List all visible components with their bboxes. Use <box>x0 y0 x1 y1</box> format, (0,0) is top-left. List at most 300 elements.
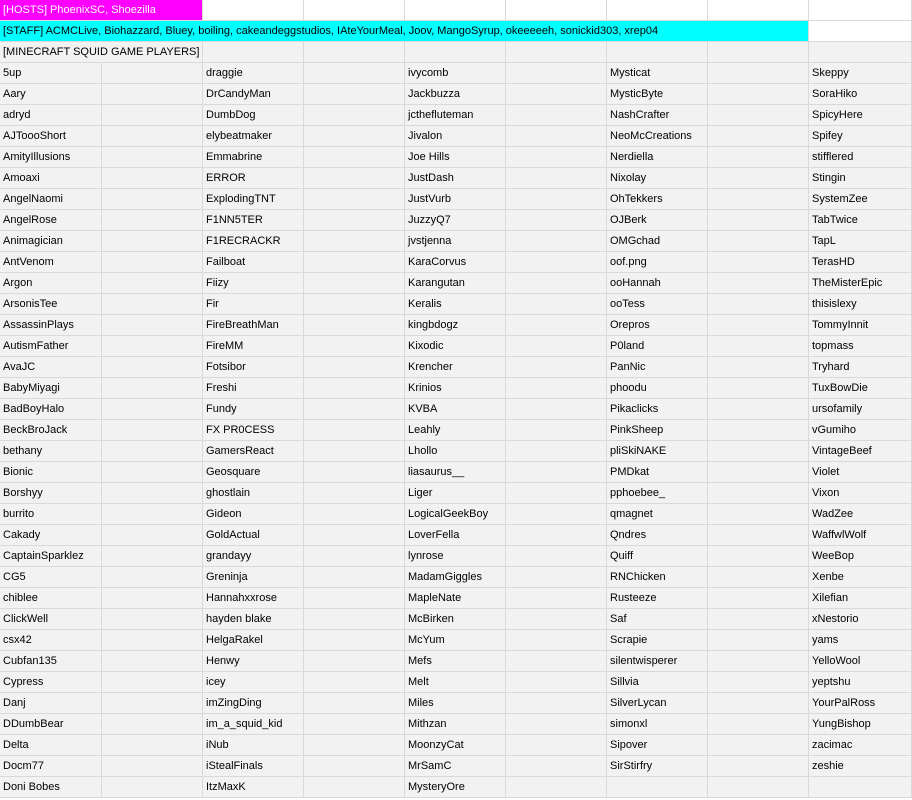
empty-cell[interactable] <box>304 399 405 420</box>
empty-cell[interactable] <box>506 63 607 84</box>
player-cell[interactable] <box>405 756 506 777</box>
hosts-cell[interactable] <box>0 0 203 21</box>
player-cell[interactable] <box>0 693 102 714</box>
staff-cell[interactable] <box>0 21 809 42</box>
empty-cell[interactable] <box>304 777 405 798</box>
player-cell[interactable] <box>203 672 304 693</box>
player-cell[interactable] <box>607 693 708 714</box>
empty-cell[interactable] <box>708 84 809 105</box>
player-cell[interactable] <box>809 210 912 231</box>
empty-cell[interactable] <box>304 567 405 588</box>
player-cell[interactable] <box>607 378 708 399</box>
player-cell[interactable] <box>809 567 912 588</box>
empty-cell[interactable] <box>102 210 203 231</box>
empty-cell[interactable] <box>708 651 809 672</box>
empty-cell[interactable] <box>102 462 203 483</box>
empty-cell[interactable] <box>102 399 203 420</box>
empty-cell[interactable] <box>506 189 607 210</box>
player-cell[interactable] <box>607 588 708 609</box>
empty-cell[interactable] <box>102 420 203 441</box>
player-cell[interactable] <box>0 294 102 315</box>
player-cell[interactable] <box>0 462 102 483</box>
empty-cell[interactable] <box>304 714 405 735</box>
empty-cell[interactable] <box>708 567 809 588</box>
player-cell[interactable] <box>405 399 506 420</box>
player-cell[interactable] <box>203 651 304 672</box>
player-cell[interactable] <box>607 777 708 798</box>
player-cell[interactable] <box>0 630 102 651</box>
player-cell[interactable] <box>607 84 708 105</box>
player-cell[interactable] <box>203 210 304 231</box>
player-cell[interactable] <box>809 714 912 735</box>
player-cell[interactable] <box>607 210 708 231</box>
player-cell[interactable] <box>203 588 304 609</box>
player-cell[interactable] <box>607 651 708 672</box>
player-cell[interactable] <box>405 273 506 294</box>
empty-cell[interactable] <box>708 609 809 630</box>
empty-cell[interactable] <box>506 693 607 714</box>
empty-cell[interactable] <box>506 588 607 609</box>
player-cell[interactable] <box>809 357 912 378</box>
empty-cell[interactable] <box>506 735 607 756</box>
player-cell[interactable] <box>405 105 506 126</box>
player-cell[interactable] <box>0 84 102 105</box>
player-cell[interactable] <box>809 147 912 168</box>
player-cell[interactable] <box>0 63 102 84</box>
empty-cell[interactable] <box>708 462 809 483</box>
empty-cell[interactable] <box>506 42 607 63</box>
empty-cell[interactable] <box>708 420 809 441</box>
empty-cell[interactable] <box>102 756 203 777</box>
empty-cell[interactable] <box>506 630 607 651</box>
player-cell[interactable] <box>0 147 102 168</box>
empty-cell[interactable] <box>708 189 809 210</box>
empty-cell[interactable] <box>304 168 405 189</box>
player-cell[interactable] <box>203 273 304 294</box>
player-cell[interactable] <box>809 168 912 189</box>
empty-cell[interactable] <box>708 756 809 777</box>
empty-cell[interactable] <box>203 0 304 21</box>
player-cell[interactable] <box>405 504 506 525</box>
player-cell[interactable] <box>809 546 912 567</box>
empty-cell[interactable] <box>708 378 809 399</box>
empty-cell[interactable] <box>708 105 809 126</box>
player-cell[interactable] <box>203 441 304 462</box>
player-cell[interactable] <box>0 777 102 798</box>
player-cell[interactable] <box>0 735 102 756</box>
empty-cell[interactable] <box>708 357 809 378</box>
player-cell[interactable] <box>809 273 912 294</box>
empty-cell[interactable] <box>304 63 405 84</box>
empty-cell[interactable] <box>809 42 912 63</box>
player-cell[interactable] <box>203 357 304 378</box>
player-cell[interactable] <box>203 714 304 735</box>
player-cell[interactable] <box>809 189 912 210</box>
player-cell[interactable] <box>0 210 102 231</box>
empty-cell[interactable] <box>102 672 203 693</box>
empty-cell[interactable] <box>102 588 203 609</box>
player-cell[interactable] <box>405 231 506 252</box>
empty-cell[interactable] <box>708 714 809 735</box>
empty-cell[interactable] <box>506 252 607 273</box>
player-cell[interactable] <box>607 420 708 441</box>
player-cell[interactable] <box>203 126 304 147</box>
player-cell[interactable] <box>203 504 304 525</box>
empty-cell[interactable] <box>304 588 405 609</box>
player-cell[interactable] <box>203 777 304 798</box>
player-cell[interactable] <box>809 378 912 399</box>
player-cell[interactable] <box>607 672 708 693</box>
empty-cell[interactable] <box>708 525 809 546</box>
player-cell[interactable] <box>203 483 304 504</box>
player-cell[interactable] <box>607 504 708 525</box>
empty-cell[interactable] <box>506 336 607 357</box>
player-cell[interactable] <box>203 420 304 441</box>
empty-cell[interactable] <box>102 294 203 315</box>
player-cell[interactable] <box>0 714 102 735</box>
player-cell[interactable] <box>0 420 102 441</box>
player-cell[interactable] <box>607 441 708 462</box>
empty-cell[interactable] <box>708 231 809 252</box>
empty-cell[interactable] <box>405 0 506 21</box>
player-cell[interactable] <box>607 168 708 189</box>
empty-cell[interactable] <box>506 756 607 777</box>
player-cell[interactable] <box>607 147 708 168</box>
player-cell[interactable] <box>405 777 506 798</box>
empty-cell[interactable] <box>102 252 203 273</box>
empty-cell[interactable] <box>506 231 607 252</box>
player-cell[interactable] <box>0 357 102 378</box>
empty-cell[interactable] <box>708 42 809 63</box>
empty-cell[interactable] <box>304 273 405 294</box>
player-cell[interactable] <box>203 63 304 84</box>
empty-cell[interactable] <box>304 294 405 315</box>
empty-cell[interactable] <box>304 483 405 504</box>
player-cell[interactable] <box>607 714 708 735</box>
empty-cell[interactable] <box>102 357 203 378</box>
player-cell[interactable] <box>203 231 304 252</box>
player-cell[interactable] <box>809 672 912 693</box>
empty-cell[interactable] <box>708 441 809 462</box>
player-cell[interactable] <box>203 567 304 588</box>
player-cell[interactable] <box>0 525 102 546</box>
empty-cell[interactable] <box>506 399 607 420</box>
empty-cell[interactable] <box>708 777 809 798</box>
empty-cell[interactable] <box>304 651 405 672</box>
empty-cell[interactable] <box>203 42 304 63</box>
player-cell[interactable] <box>809 483 912 504</box>
player-cell[interactable] <box>405 210 506 231</box>
player-cell[interactable] <box>405 630 506 651</box>
player-cell[interactable] <box>0 504 102 525</box>
player-cell[interactable] <box>405 357 506 378</box>
player-cell[interactable] <box>405 147 506 168</box>
empty-cell[interactable] <box>708 210 809 231</box>
player-cell[interactable] <box>809 462 912 483</box>
empty-cell[interactable] <box>304 357 405 378</box>
player-cell[interactable] <box>0 168 102 189</box>
player-cell[interactable] <box>607 252 708 273</box>
player-cell[interactable] <box>405 735 506 756</box>
player-cell[interactable] <box>405 63 506 84</box>
empty-cell[interactable] <box>102 84 203 105</box>
empty-cell[interactable] <box>506 672 607 693</box>
empty-cell[interactable] <box>708 483 809 504</box>
player-cell[interactable] <box>607 735 708 756</box>
player-cell[interactable] <box>203 378 304 399</box>
player-cell[interactable] <box>809 252 912 273</box>
empty-cell[interactable] <box>708 147 809 168</box>
empty-cell[interactable] <box>304 210 405 231</box>
player-cell[interactable] <box>405 672 506 693</box>
player-cell[interactable] <box>0 441 102 462</box>
empty-cell[interactable] <box>708 735 809 756</box>
player-cell[interactable] <box>0 231 102 252</box>
empty-cell[interactable] <box>102 651 203 672</box>
player-cell[interactable] <box>203 630 304 651</box>
player-cell[interactable] <box>607 567 708 588</box>
player-cell[interactable] <box>0 609 102 630</box>
empty-cell[interactable] <box>708 399 809 420</box>
empty-cell[interactable] <box>102 546 203 567</box>
empty-cell[interactable] <box>506 315 607 336</box>
player-cell[interactable] <box>809 126 912 147</box>
empty-cell[interactable] <box>809 21 912 42</box>
empty-cell[interactable] <box>708 168 809 189</box>
empty-cell[interactable] <box>506 147 607 168</box>
empty-cell[interactable] <box>304 462 405 483</box>
player-cell[interactable] <box>203 315 304 336</box>
empty-cell[interactable] <box>506 378 607 399</box>
empty-cell[interactable] <box>405 42 506 63</box>
player-cell[interactable] <box>405 252 506 273</box>
player-cell[interactable] <box>809 651 912 672</box>
player-cell[interactable] <box>607 105 708 126</box>
player-cell[interactable] <box>405 609 506 630</box>
player-cell[interactable] <box>203 399 304 420</box>
player-cell[interactable] <box>405 378 506 399</box>
empty-cell[interactable] <box>708 588 809 609</box>
empty-cell[interactable] <box>102 336 203 357</box>
empty-cell[interactable] <box>304 126 405 147</box>
empty-cell[interactable] <box>506 126 607 147</box>
player-cell[interactable] <box>809 777 912 798</box>
empty-cell[interactable] <box>506 777 607 798</box>
empty-cell[interactable] <box>304 525 405 546</box>
player-cell[interactable] <box>809 336 912 357</box>
empty-cell[interactable] <box>102 504 203 525</box>
empty-cell[interactable] <box>304 441 405 462</box>
player-cell[interactable] <box>607 189 708 210</box>
empty-cell[interactable] <box>506 714 607 735</box>
player-cell[interactable] <box>809 756 912 777</box>
empty-cell[interactable] <box>304 231 405 252</box>
player-cell[interactable] <box>203 105 304 126</box>
empty-cell[interactable] <box>304 420 405 441</box>
empty-cell[interactable] <box>708 672 809 693</box>
empty-cell[interactable] <box>304 84 405 105</box>
player-cell[interactable] <box>809 231 912 252</box>
player-cell[interactable] <box>607 231 708 252</box>
empty-cell[interactable] <box>304 609 405 630</box>
player-cell[interactable] <box>607 63 708 84</box>
empty-cell[interactable] <box>304 42 405 63</box>
player-cell[interactable] <box>809 630 912 651</box>
empty-cell[interactable] <box>506 168 607 189</box>
empty-cell[interactable] <box>102 147 203 168</box>
empty-cell[interactable] <box>102 483 203 504</box>
empty-cell[interactable] <box>304 189 405 210</box>
player-cell[interactable] <box>203 189 304 210</box>
empty-cell[interactable] <box>304 378 405 399</box>
player-cell[interactable] <box>809 609 912 630</box>
player-cell[interactable] <box>405 189 506 210</box>
player-cell[interactable] <box>405 315 506 336</box>
player-cell[interactable] <box>405 84 506 105</box>
player-cell[interactable] <box>809 735 912 756</box>
empty-cell[interactable] <box>809 0 912 21</box>
empty-cell[interactable] <box>102 630 203 651</box>
player-cell[interactable] <box>0 672 102 693</box>
player-cell[interactable] <box>405 567 506 588</box>
player-cell[interactable] <box>405 588 506 609</box>
empty-cell[interactable] <box>304 0 405 21</box>
player-cell[interactable] <box>203 756 304 777</box>
empty-cell[interactable] <box>506 567 607 588</box>
empty-cell[interactable] <box>102 168 203 189</box>
player-cell[interactable] <box>0 378 102 399</box>
empty-cell[interactable] <box>506 462 607 483</box>
player-cell[interactable] <box>607 483 708 504</box>
empty-cell[interactable] <box>304 336 405 357</box>
player-cell[interactable] <box>203 336 304 357</box>
player-cell[interactable] <box>203 147 304 168</box>
player-cell[interactable] <box>607 546 708 567</box>
player-cell[interactable] <box>405 126 506 147</box>
empty-cell[interactable] <box>708 273 809 294</box>
player-cell[interactable] <box>405 714 506 735</box>
player-cell[interactable] <box>809 525 912 546</box>
player-cell[interactable] <box>0 105 102 126</box>
empty-cell[interactable] <box>506 273 607 294</box>
empty-cell[interactable] <box>304 630 405 651</box>
player-cell[interactable] <box>809 294 912 315</box>
player-cell[interactable] <box>809 420 912 441</box>
empty-cell[interactable] <box>304 504 405 525</box>
player-cell[interactable] <box>405 651 506 672</box>
empty-cell[interactable] <box>708 504 809 525</box>
player-cell[interactable] <box>405 483 506 504</box>
empty-cell[interactable] <box>304 147 405 168</box>
empty-cell[interactable] <box>506 294 607 315</box>
player-cell[interactable] <box>809 315 912 336</box>
empty-cell[interactable] <box>607 0 708 21</box>
player-cell[interactable] <box>203 546 304 567</box>
player-cell[interactable] <box>0 756 102 777</box>
player-cell[interactable] <box>203 84 304 105</box>
player-cell[interactable] <box>607 315 708 336</box>
player-cell[interactable] <box>405 462 506 483</box>
player-cell[interactable] <box>0 336 102 357</box>
player-cell[interactable] <box>607 126 708 147</box>
player-cell[interactable] <box>405 525 506 546</box>
empty-cell[interactable] <box>102 609 203 630</box>
player-cell[interactable] <box>405 420 506 441</box>
player-cell[interactable] <box>203 252 304 273</box>
empty-cell[interactable] <box>506 525 607 546</box>
empty-cell[interactable] <box>506 504 607 525</box>
player-cell[interactable] <box>0 189 102 210</box>
player-cell[interactable] <box>405 693 506 714</box>
empty-cell[interactable] <box>102 567 203 588</box>
empty-cell[interactable] <box>304 756 405 777</box>
player-cell[interactable] <box>607 357 708 378</box>
player-cell[interactable] <box>809 588 912 609</box>
empty-cell[interactable] <box>708 126 809 147</box>
player-cell[interactable] <box>405 294 506 315</box>
empty-cell[interactable] <box>708 693 809 714</box>
player-cell[interactable] <box>607 630 708 651</box>
empty-cell[interactable] <box>506 0 607 21</box>
player-cell[interactable] <box>203 609 304 630</box>
empty-cell[interactable] <box>102 777 203 798</box>
player-cell[interactable] <box>607 294 708 315</box>
empty-cell[interactable] <box>506 651 607 672</box>
player-cell[interactable] <box>809 399 912 420</box>
player-cell[interactable] <box>607 525 708 546</box>
empty-cell[interactable] <box>102 378 203 399</box>
player-cell[interactable] <box>405 441 506 462</box>
player-cell[interactable] <box>607 756 708 777</box>
player-cell[interactable] <box>0 315 102 336</box>
empty-cell[interactable] <box>506 210 607 231</box>
player-cell[interactable] <box>809 693 912 714</box>
empty-cell[interactable] <box>607 42 708 63</box>
player-cell[interactable] <box>0 588 102 609</box>
empty-cell[interactable] <box>506 357 607 378</box>
empty-cell[interactable] <box>304 672 405 693</box>
empty-cell[interactable] <box>708 294 809 315</box>
player-cell[interactable] <box>809 441 912 462</box>
player-cell[interactable] <box>607 609 708 630</box>
player-cell[interactable] <box>203 693 304 714</box>
player-cell[interactable] <box>405 546 506 567</box>
empty-cell[interactable] <box>304 693 405 714</box>
player-cell[interactable] <box>607 336 708 357</box>
empty-cell[interactable] <box>708 252 809 273</box>
player-cell[interactable] <box>0 273 102 294</box>
empty-cell[interactable] <box>102 735 203 756</box>
player-cell[interactable] <box>809 63 912 84</box>
player-cell[interactable] <box>809 84 912 105</box>
player-cell[interactable] <box>405 336 506 357</box>
player-cell[interactable] <box>809 504 912 525</box>
empty-cell[interactable] <box>506 609 607 630</box>
player-cell[interactable] <box>607 462 708 483</box>
empty-cell[interactable] <box>102 231 203 252</box>
player-cell[interactable] <box>203 168 304 189</box>
empty-cell[interactable] <box>102 189 203 210</box>
player-cell[interactable] <box>0 651 102 672</box>
empty-cell[interactable] <box>304 735 405 756</box>
empty-cell[interactable] <box>102 63 203 84</box>
player-cell[interactable] <box>0 252 102 273</box>
empty-cell[interactable] <box>506 105 607 126</box>
player-cell[interactable] <box>0 546 102 567</box>
empty-cell[interactable] <box>304 252 405 273</box>
empty-cell[interactable] <box>708 546 809 567</box>
empty-cell[interactable] <box>102 525 203 546</box>
